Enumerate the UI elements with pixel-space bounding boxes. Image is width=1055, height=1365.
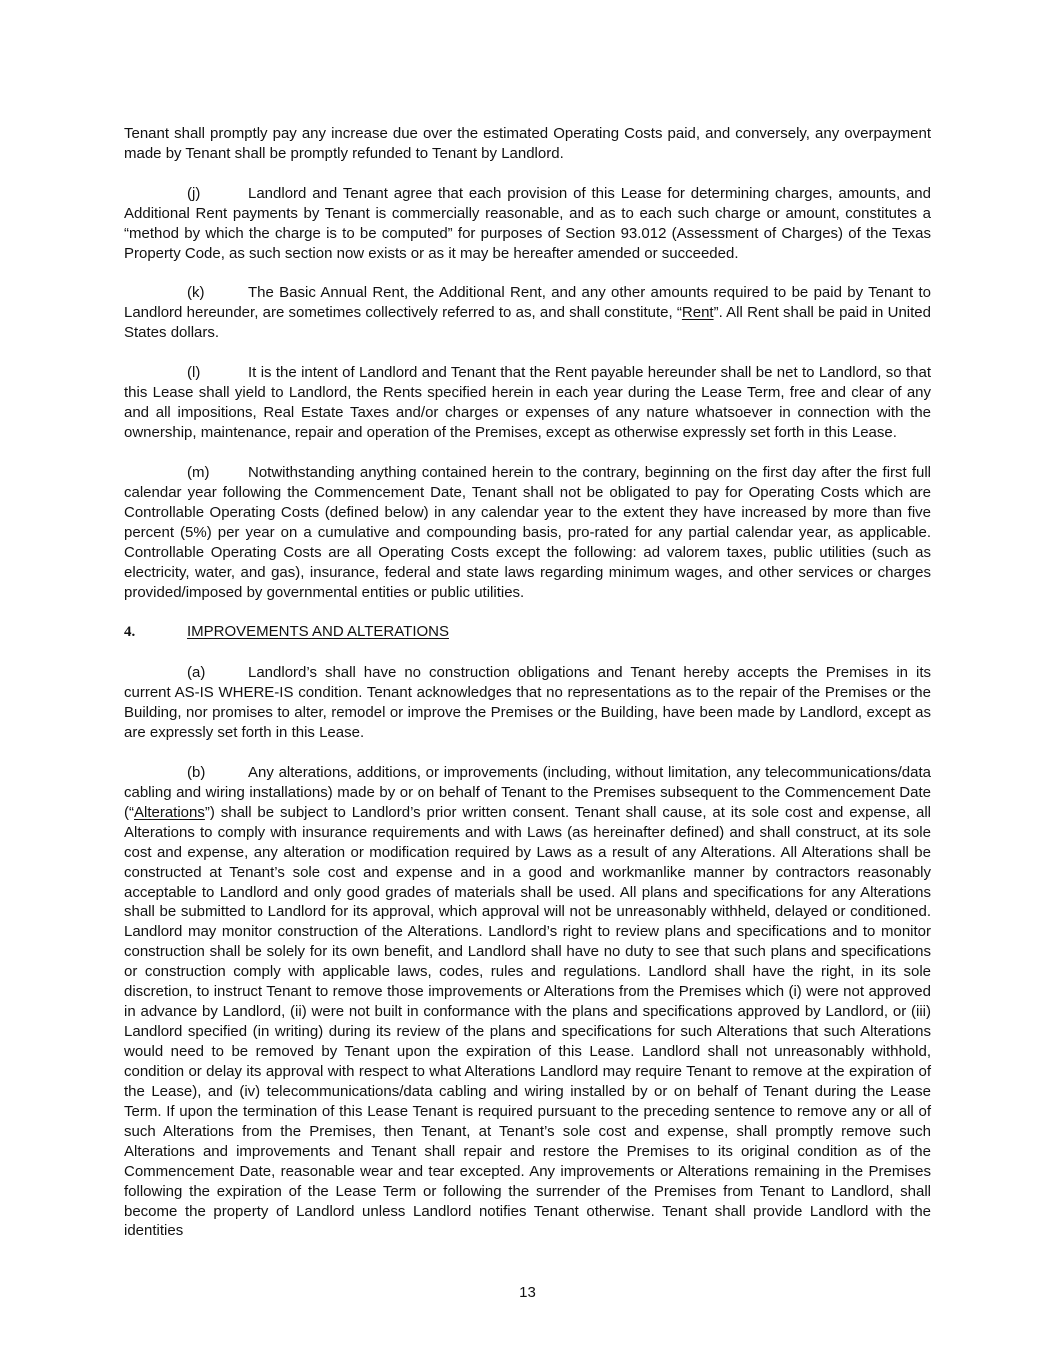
paragraph-b-text-after: ”) shall be subject to Landlord’s prior written consent. Tenant shall cause, at its sole cost and expense, all Alterations to comply with insurance requirements and with Laws (as hereinafter defined) and shall construct, at its sole cost and expense, any alteration or modification required by Laws as a result of any Alterations. All Alterations shall be constructed at Tenant’s sole cost and expense and in a good and workmanlike manner by contractors reasonably acceptable to Landlord and only good grades of materials shall be used. All plans and specifications for any Alterations shall be submitted to Landlord for its approval, which approval will not be unreasonably withheld, delayed or conditioned. Landlord may monitor construction of the Alterations. Landlord’s right to review plans and specifications and to monitor construction shall be solely for its own benefit, and Landlord shall have no duty to see that such plans and specifications or construction comply with applicable laws, codes, rules and regulations. Landlord shall have the right, in its sole discretion, to instruct Tenant to remove those improvements or Alterations from the Premises which (i) were not approved in advance by Landlord, (ii) were not built in conformance with the plans and specifications approved by Landlord, or (iii) Landlord specified (in writing) during its review of the plans and specifications for such Alterations that such Alterations would need to be removed by Tenant upon the expiration of this Lease. Landlord shall not unreasonably withhold, condition or delay its approval with respect to what Alterations Landlord may require Tenant to remove at the expiration of the Lease), and (iv) telecommunications/data cabling and wiring installed by or on behalf of Tenant during the Lease Term. If upon the termination of this Lease Tenant is required pursuant to the preceding sentence to remove any or all of such Alterations from the Premises, then Tenant, at Tenant’s sole cost and expense, shall promptly remove such Alterations and improvements and Tenant shall repair and restore the Premises to its original condition as of the Commencement Date, reasonable wear and tear excepted. Any improvements or Alterations remaining in the Premises following the expiration of the Lease Term or following the surrender of the Premises from Tenant to Landlord, shall become the property of Landlord unless Landlord notifies Tenant otherwise. Tenant shall provide Landlord with the identities [124, 803, 931, 1240]
paragraph-l-text: It is the intent of Landlord and Tenant that the Rent payable hereunder shall be net to Landlord, so that this Lease shall yield to Landlord, the Rents specified herein in each year during the Lease Term, free and clear of any and all impositions, Real Estate Taxes and/or charges or expenses of any nature whatsoever in connection with the ownership, maintenance, repair and operation of the Premises, except as otherwise expressly set forth in this Lease. [124, 364, 931, 442]
defined-term-alterations: Alterations [134, 803, 205, 821]
paragraph-a-text: Landlord’s shall have no construction obligations and Tenant hereby accepts the Premises in its current AS-IS WHERE-IS condition. Tenant acknowledges that no representations as to the repair of the Premises or the Building, nor promises to alter, remodel or improve the Premises or the Building, have been made by Landlord, except as are expressly set forth in this Lease. [124, 664, 931, 742]
paragraph-a-label: (a) [187, 664, 206, 682]
paragraph-m-text: Notwithstanding anything contained herein to the contrary, beginning on the first day after the first full calendar year following the Commencement Date, Tenant shall not be obligated to pay for Operating Costs which are Controllable Operating Costs (defined below) in any calendar year to the extent they have increased by more than five percent (5%) per year on a cumulative and compounding basis, pro-rated for any partial calendar year, as applicable. Controllable Operating Costs are all Operating Costs except the following: ad valorem taxes, public utilities (such as electricity, water, and gas), insurance, federal and state laws regarding minimum wages, and other services or charges provided/imposed by governmental entities or public utilities. [124, 463, 931, 601]
paragraph-k [124, 283, 931, 343]
paragraph-b [124, 763, 931, 1242]
page-number: 13 [519, 1284, 536, 1301]
paragraph-j-label: (j) [187, 184, 201, 202]
paragraph-l-label: (l) [187, 364, 201, 382]
page-body [124, 124, 931, 1261]
paragraph-l [124, 363, 931, 443]
paragraph-b-text-before: Any alterations, additions, or improvements (including, without limitation, any telecommunications/data cabling and wiring installations) made by or on behalf of Tenant to the Premises subsequent to the Commencement Date (“ [124, 763, 931, 821]
paragraph-a [124, 663, 931, 743]
paragraph-k-text-after: ”. All Rent shall be paid in United States dollars. [124, 304, 931, 342]
paragraph-k-label: (k) [187, 284, 205, 302]
paragraph-j [124, 184, 931, 264]
section-title: IMPROVEMENTS AND ALTERATIONS [187, 623, 449, 641]
paragraph-m [124, 463, 931, 603]
section-4-heading [124, 622, 931, 643]
paragraph-j-text: Landlord and Tenant agree that each provision of this Lease for determining charges, amounts, and Additional Rent payments by Tenant is commercially reasonable, and as to each such charge or amount, constitutes a “method by which the charge is to be computed” for purposes of Section 93.012 (Assessment of Charges) of the Texas Property Code, as such section now exists or as it may be hereafter amended or succeeded. [124, 184, 931, 262]
defined-term-rent: Rent [681, 304, 714, 322]
paragraph-k-text-before: The Basic Annual Rent, the Additional Rent, and any other amounts required to be paid by Tenant to Landlord hereunder, are sometimes collectively referred to as, and shall constitute, “ [124, 284, 931, 322]
paragraph-m-label: (m) [187, 463, 210, 481]
paragraph-b-label: (b) [187, 763, 206, 781]
section-number: 4. [124, 624, 136, 641]
paragraph-continuation: Tenant shall promptly pay any increase due over the estimated Operating Costs paid, and conversely, any overpayment made by Tenant shall be promptly refunded to Tenant by Landlord. [124, 125, 931, 162]
